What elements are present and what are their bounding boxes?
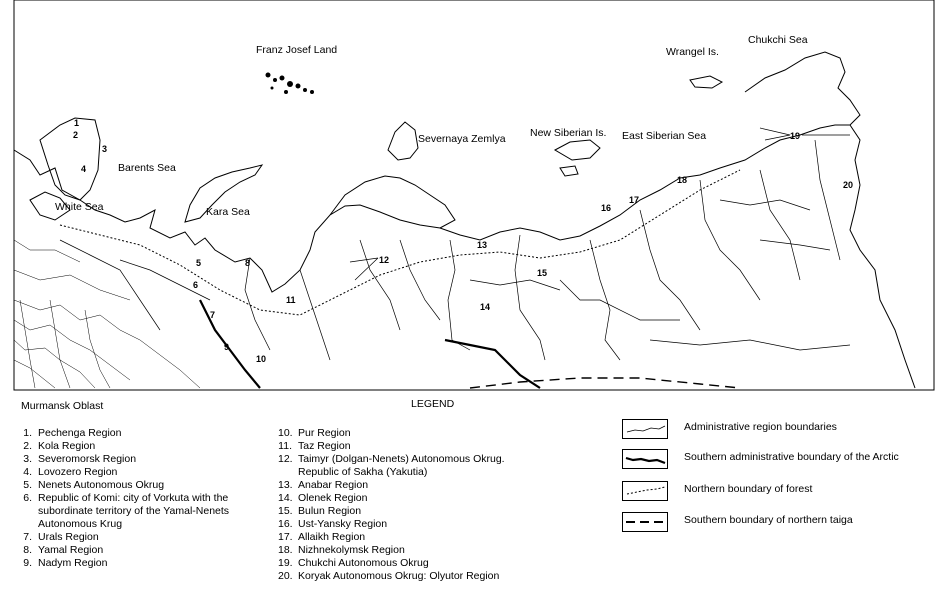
region-list-item: 2. Kola Region bbox=[23, 440, 96, 452]
label-east-siberian-sea: East Siberian Sea bbox=[622, 130, 707, 142]
label-barents-sea: Barents Sea bbox=[118, 162, 176, 174]
legend-title: LEGEND bbox=[411, 398, 455, 410]
region-list-item: 17. Allaikh Region bbox=[278, 531, 366, 543]
region-number: 4 bbox=[81, 164, 87, 174]
region-list-item: 15. Bulun Region bbox=[278, 505, 362, 517]
region-list-item: 6. Republic of Komi: city of Vorkuta with the subordinate territory of the Yamal-Nenets Autonomous Krug bbox=[23, 492, 230, 530]
region-list-item: 11. Taz Region bbox=[278, 440, 351, 452]
region-list-item: 10. Pur Region bbox=[278, 427, 351, 439]
region-number: 10 bbox=[256, 354, 267, 364]
region-number: 8 bbox=[245, 258, 251, 268]
region-number: 5 bbox=[196, 258, 202, 268]
label-franz-josef-land: Franz Josef Land bbox=[256, 44, 338, 56]
label-new-siberian-islands: New Siberian Is. bbox=[530, 127, 607, 139]
map-frame bbox=[14, 0, 934, 390]
region-number: 3 bbox=[102, 144, 108, 154]
region-list-item: 1. Pechenga Region bbox=[23, 427, 122, 439]
region-list-item: 5. Nenets Autonomous Okrug bbox=[23, 479, 165, 491]
label-severnaya-zemlya: Severnaya Zemlya bbox=[418, 133, 506, 145]
region-number: 11 bbox=[286, 295, 296, 305]
region-list-item: 20. Koryak Autonomous Okrug: Olyutor Region bbox=[278, 570, 500, 582]
region-number: 1 bbox=[74, 118, 80, 128]
region-number: 6 bbox=[193, 280, 199, 290]
region-list-item: 8. Yamal Region bbox=[23, 544, 104, 556]
label-wrangel-island: Wrangel Is. bbox=[666, 46, 719, 58]
legend-swatch-thick bbox=[622, 449, 668, 469]
legend-label: Administrative region boundaries bbox=[684, 421, 837, 433]
region-list-left bbox=[18, 427, 278, 570]
region-number: 2 bbox=[73, 130, 79, 140]
region-list-item: 16. Ust-Yansky Region bbox=[278, 518, 388, 530]
region-list-item: 4. Lovozero Region bbox=[23, 466, 118, 478]
label-chukchi-sea: Chukchi Sea bbox=[748, 34, 808, 46]
label-kara-sea: Kara Sea bbox=[206, 206, 250, 218]
region-number: 20 bbox=[843, 180, 854, 190]
region-number: 13 bbox=[477, 240, 488, 250]
region-list-item: 13. Anabar Region bbox=[278, 479, 369, 491]
region-list-item: 3. Severomorsk Region bbox=[23, 453, 137, 465]
region-number: 17 bbox=[629, 195, 640, 205]
region-number: 18 bbox=[677, 175, 688, 185]
legend-label: Southern administrative boundary of the Arctic bbox=[684, 451, 899, 463]
legend-swatch-thin bbox=[622, 419, 668, 439]
region-number: 14 bbox=[480, 302, 491, 312]
region-list-item: 14. Olenek Region bbox=[278, 492, 368, 504]
region-list-item: 18. Nizhnekolymsk Region bbox=[278, 544, 405, 556]
region-number: 16 bbox=[601, 203, 612, 213]
region-list-item: 7. Urals Region bbox=[23, 531, 99, 543]
region-list-item: 19. Chukchi Autonomous Okrug bbox=[278, 557, 429, 569]
murmansk-oblast-heading: Murmansk Oblast bbox=[21, 400, 104, 412]
region-list-item: 9. Nadym Region bbox=[23, 557, 108, 569]
region-number: 15 bbox=[537, 268, 548, 278]
legend-label: Northern boundary of forest bbox=[684, 483, 813, 495]
region-list-item: 12. Taimyr (Dolgan-Nenets) Autonomous Okrug. Republic of Sakha (Yakutia) bbox=[278, 453, 505, 478]
region-number: 12 bbox=[379, 255, 390, 265]
region-number: 19 bbox=[790, 131, 801, 141]
legend-label: Southern boundary of northern taiga bbox=[684, 514, 853, 526]
region-number: 7 bbox=[210, 310, 216, 320]
legend-swatch-dashed bbox=[622, 512, 668, 532]
region-list-right bbox=[278, 427, 578, 583]
legend-swatch-dotted bbox=[622, 481, 668, 501]
region-number: 9 bbox=[224, 342, 230, 352]
label-white-sea: White Sea bbox=[55, 201, 104, 213]
